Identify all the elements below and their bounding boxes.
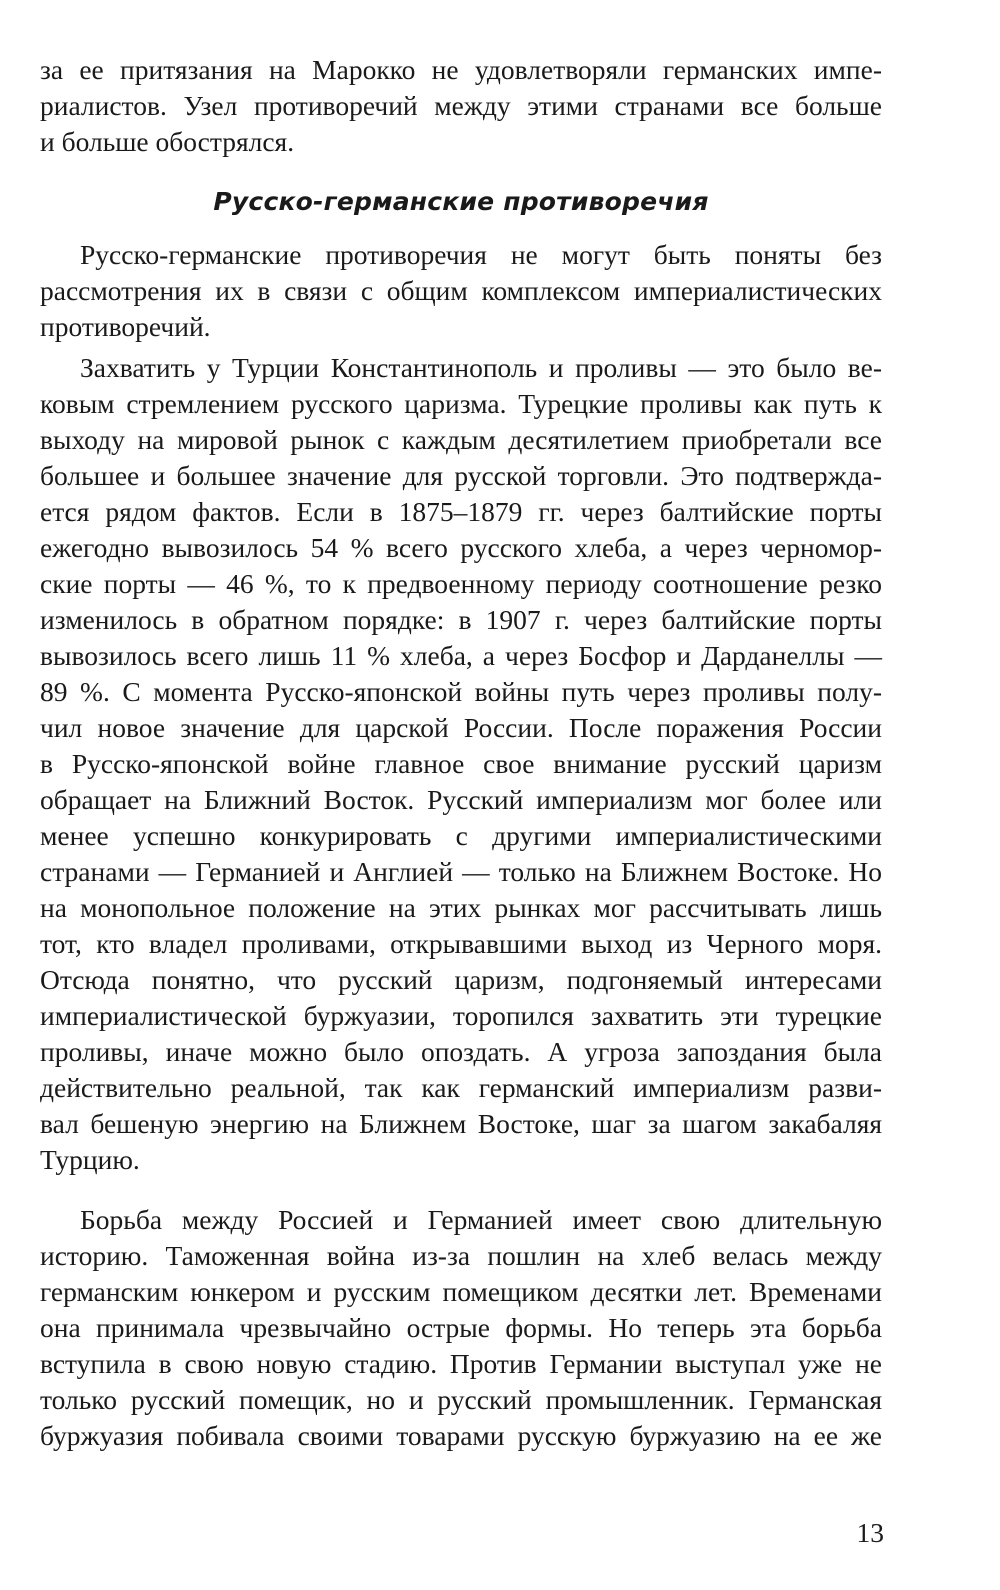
text-line: и больше обострялся. (40, 126, 295, 157)
text-line: большее и большее значение для русской торговли. Это подтвержда- (40, 460, 882, 491)
text-line: странами — Германией и Англией — только на Ближнем Востоке. Но (40, 856, 882, 887)
text-line: действительно реальной, так как германский империализм разви- (40, 1072, 882, 1103)
page-number: 13 (856, 1517, 884, 1548)
text-line: на монопольное положение на этих рынках мог рассчитывать лишь (40, 892, 882, 923)
text-line: чил новое значение для царской России. После поражения России (40, 712, 882, 743)
text-line: обращает на Ближний Восток. Русский империализм мог более или (40, 784, 882, 815)
text-line: буржуазия побивала своими товарами русскую буржуазию на ее же (40, 1420, 882, 1451)
text-line: изменилось в обратном порядке: в 1907 г. через балтийские порты (40, 604, 882, 635)
text-line: ется рядом фактов. Если в 1875–1879 гг. через балтийские порты (40, 496, 882, 527)
text-line: Отсюда понятно, что русский царизм, подгоняемый интересами (40, 964, 882, 995)
text-line: Захватить у Турции Константинополь и проливы — это было ве- (80, 352, 882, 383)
text-line: вал бешеную энергию на Ближнем Востоке, шаг за шагом закабаляя (40, 1108, 882, 1139)
text-line: только русский помещик, но и русский промышленник. Германская (40, 1384, 882, 1415)
text-line: ские порты — 46 %, то к предвоенному периоду соотношение резко (40, 568, 882, 599)
text-line: рассмотрения их в связи с общим комплексом империалистических (40, 275, 882, 306)
text-line: Турцию. (40, 1144, 140, 1175)
text-line: выходу на мировой рынок с каждым десятилетием приобретали все (40, 424, 882, 455)
text-line: империалистической буржуазии, торопился захватить эти турецкие (40, 1000, 882, 1031)
text-line: Борьба между Россией и Германией имеет свою длительную (80, 1204, 882, 1235)
text-line: она принимала чрезвычайно острые формы. Но теперь эта борьба (40, 1312, 882, 1343)
text-line: проливы, иначе можно было опоздать. А угроза запоздания была (40, 1036, 882, 1067)
text-line: риалистов. Узел противоречий между этими странами все больше (40, 90, 882, 121)
text-line: германским юнкером и русским помещиком десятки лет. Временами (40, 1276, 882, 1307)
text-line: ежегодно вывозилось 54 % всего русского хлеба, а через черномор- (40, 532, 882, 563)
text-line: менее успешно конкурировать с другими империалистическими (40, 820, 882, 851)
text-line: историю. Таможенная война из-за пошлин на хлеб велась между (40, 1240, 882, 1271)
text-line: Русско-германские противоречия не могут быть поняты без (80, 239, 882, 270)
text-line: противоречий. (40, 311, 211, 342)
text-line: за ее притязания на Марокко не удовлетворяли германских импе- (40, 54, 882, 85)
text-line: вступила в свою новую стадию. Против Германии выступал уже не (40, 1348, 882, 1379)
text-line: 89 %. С момента Русско-японской войны путь через проливы полу- (40, 676, 882, 707)
text-line: вывозилось всего лишь 11 % хлеба, а через Босфор и Дарданеллы — (40, 640, 882, 671)
text-line: ковым стремлением русского царизма. Турецкие проливы как путь к (40, 388, 882, 419)
text-line: тот, кто владел проливами, открывавшими выход из Черного моря. (40, 928, 882, 959)
section-heading: Русско-германские противоречия (213, 187, 709, 216)
text-line: в Русско-японской войне главное свое внимание русский царизм (40, 748, 882, 779)
